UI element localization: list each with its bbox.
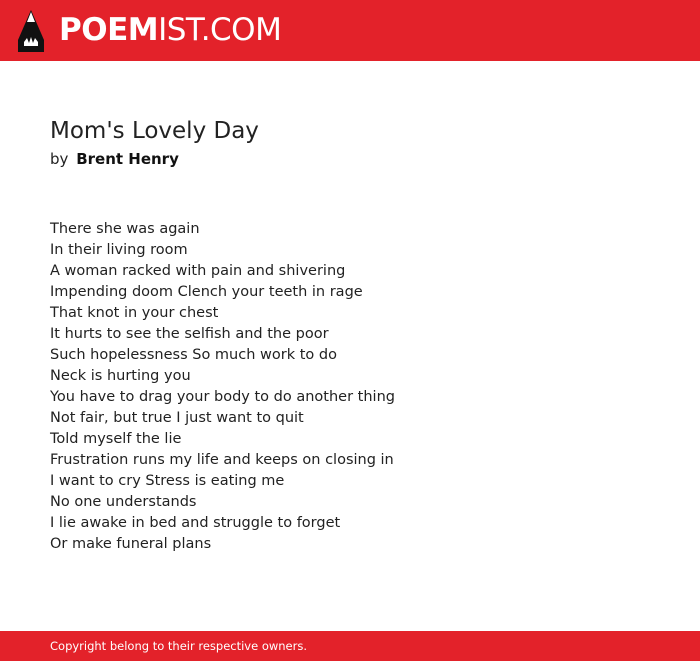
poem-title: Mom's Lovely Day [50, 118, 259, 144]
site-logo-text [59, 12, 282, 48]
poem-line: Such hopelessness So much work to do [50, 347, 337, 363]
logo-text-bold: POEM [59, 12, 159, 48]
poem-byline [50, 149, 650, 169]
poem-line: There she was again [50, 221, 200, 237]
poem-line: Told myself the lie [50, 431, 182, 447]
poem-line: Or make funeral plans [50, 536, 212, 552]
poem-line: Impending doom Clench your teeth in rage [50, 284, 363, 300]
poem-line: Not fair, but true I just want to quit [50, 410, 304, 426]
logo-text-light: IST.COM [158, 12, 282, 48]
poem-body [50, 219, 650, 555]
poem-line: I lie awake in bed and struggle to forget [50, 515, 341, 531]
byline-label: by [50, 150, 69, 168]
poem-content [50, 116, 650, 555]
poem-line: No one understands [50, 494, 197, 510]
poem-line: In their living room [50, 242, 188, 258]
poem-line: I want to cry Stress is eating me [50, 473, 285, 489]
site-footer [0, 631, 700, 661]
poem-author[interactable]: Brent Henry [76, 150, 179, 168]
poem-line: Frustration runs my life and keeps on closing in [50, 452, 394, 468]
copyright-text: Copyright belong to their respective owners. [50, 639, 308, 653]
site-logo-link[interactable] [18, 10, 281, 52]
poem-line: You have to drag your body to do another thing [50, 389, 395, 405]
poem-line: That knot in your chest [50, 305, 219, 321]
poem-line: A woman racked with pain and shivering [50, 263, 346, 279]
pencil-tip-icon [18, 10, 44, 52]
poem-line: Neck is hurting you [50, 368, 191, 384]
poem-line: It hurts to see the selfish and the poor [50, 326, 329, 342]
site-header [0, 0, 700, 61]
